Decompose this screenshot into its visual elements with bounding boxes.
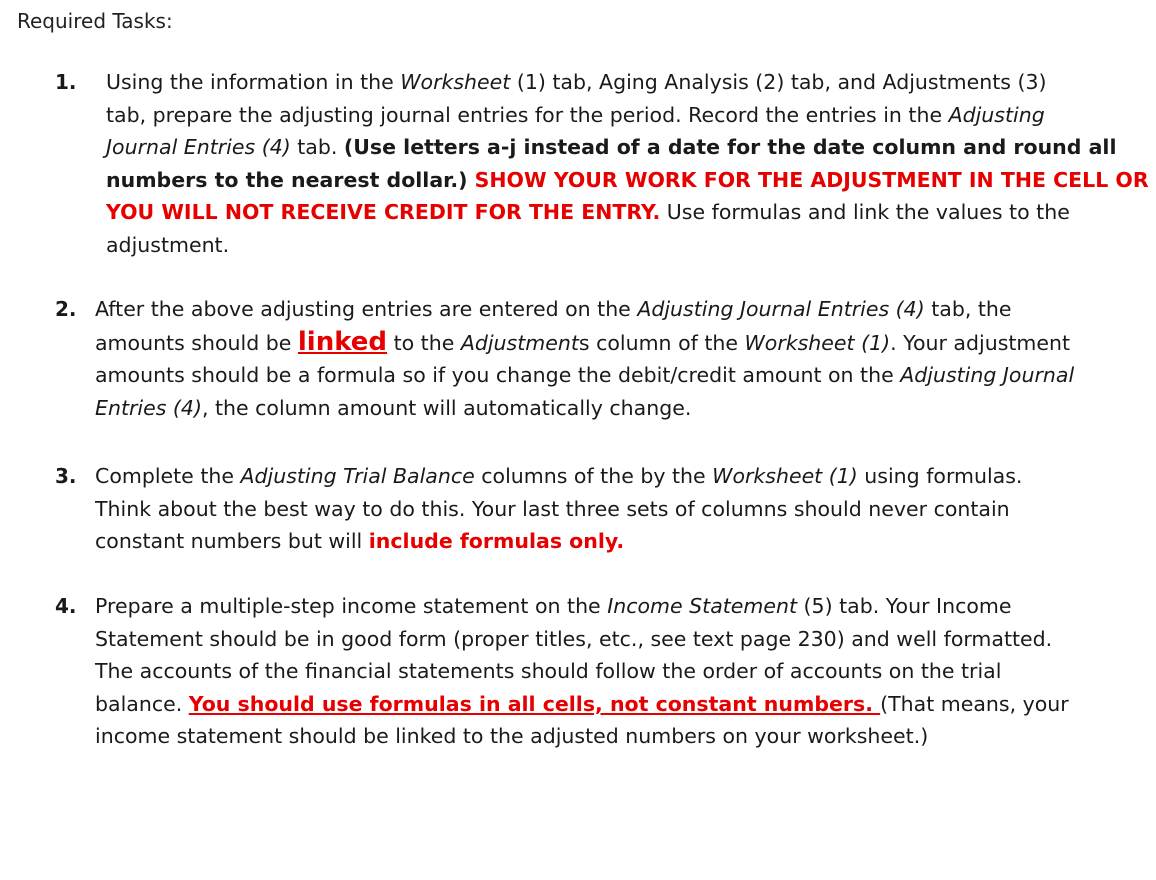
task-1-line-2: tab, prepare the adjusting journal entries for the period. Record the entries in the Adjusting	[106, 102, 1045, 127]
task-2-line-3: amounts should be a formula so if you change the debit/credit amount on the Adjusting Journal	[95, 363, 1075, 388]
task-2-line-2: amounts should be linked to the Adjustments column of the Worksheet (1). Your adjustment	[95, 326, 1071, 357]
page-heading: Required Tasks:	[17, 9, 173, 33]
task-1-line-4: numbers to the nearest dollar.) SHOW YOUR WORK FOR THE ADJUSTMENT IN THE CELL OR	[106, 167, 1149, 192]
task-3-line-1: Complete the Adjusting Trial Balance columns of the by the Worksheet (1) using formulas.	[95, 464, 1023, 488]
task-4-line-2: Statement should be in good form (proper titles, etc., see text page 230) and well formatted.	[95, 626, 1053, 651]
task-1-line-3: Journal Entries (4) tab. (Use letters a-j instead of a date for the date column and round all	[106, 135, 1117, 160]
task-2-line-4: Entries (4), the column amount will automatically change.	[95, 395, 692, 420]
task-4-text	[95, 590, 1145, 753]
task-2-text	[95, 293, 1145, 424]
task-4-number: 4.	[55, 594, 77, 618]
task-2-line-1: After the above adjusting entries are entered on the Adjusting Journal Entries (4) tab, the	[95, 297, 1012, 321]
task-2-number: 2.	[55, 297, 77, 321]
task-1-number: 1.	[55, 70, 77, 94]
task-1-line-1: Using the information in the Worksheet (1) tab, Aging Analysis (2) tab, and Adjustments (3)	[106, 70, 1047, 94]
task-3-number: 3.	[55, 464, 77, 488]
task-3-text	[95, 460, 1145, 558]
task-1-line-6: adjustment.	[106, 232, 230, 257]
task-1-text	[106, 66, 1149, 262]
task-3-line-2: Think about the best way to do this. Your last three sets of columns should never contain	[95, 496, 1010, 521]
task-4-line-4: balance. You should use formulas in all cells, not constant numbers. (That means, your	[95, 691, 1069, 716]
linked-emphasis: linked	[297, 326, 388, 357]
task-4-line-5: income statement should be linked to the adjusted numbers on your worksheet.)	[95, 724, 929, 749]
task-4-line-3: The accounts of the financial statements should follow the order of accounts on the trial	[95, 659, 1002, 684]
task-3-line-3: constant numbers but will include formulas only.	[95, 529, 625, 554]
task-1-line-5: YOU WILL NOT RECEIVE CREDIT FOR THE ENTRY. Use formulas and link the values to the	[106, 200, 1070, 225]
task-4-line-1: Prepare a multiple-step income statement on the Income Statement (5) tab. Your Income	[95, 594, 1012, 618]
